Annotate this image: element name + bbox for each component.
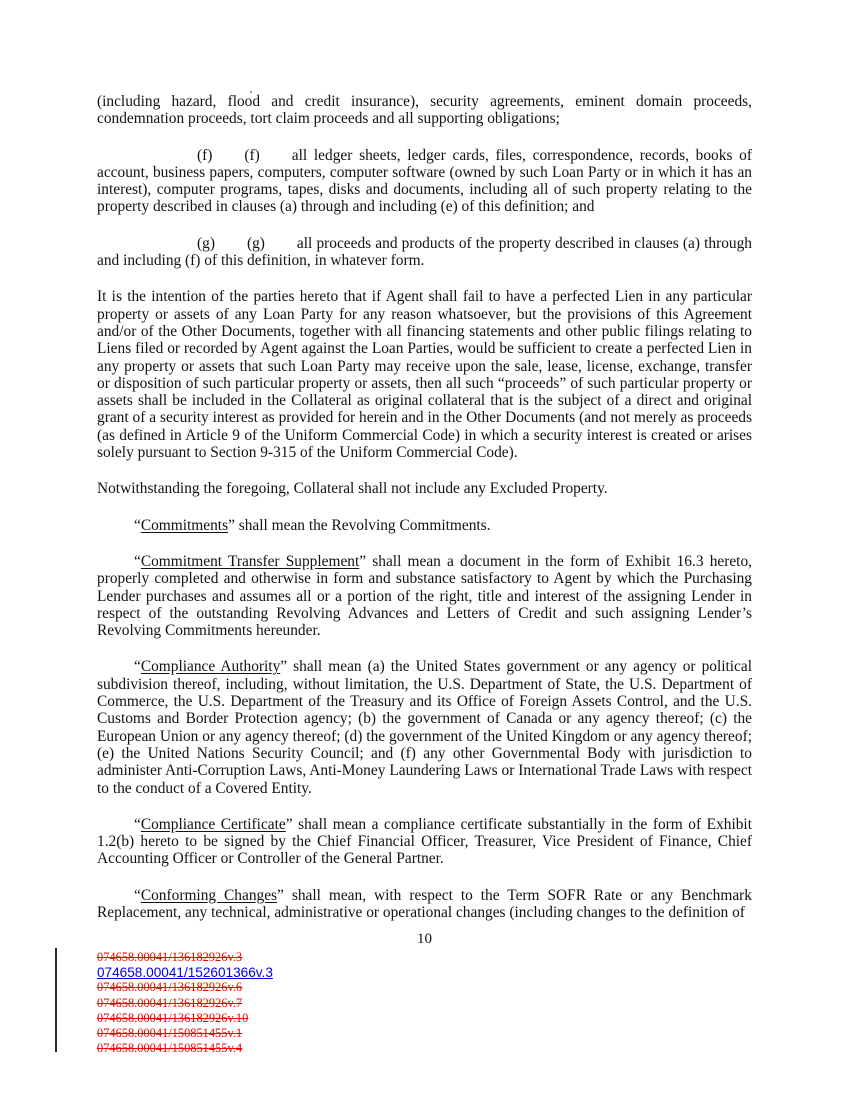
paragraph-text: It is the intention of the parties hereto that if Agent shall fail to have a perfected Lien in any particular property or assets of any Loan Party for any reason whatsoever, but the provisions of this Agreement and/or of the Other Documents, together with all financing statements and other public filings relating to Liens filed or recorded by Agent against the Loan Parties, would be sufficient to create a perfected Lien in any property or assets that such Loan Party may receive upon the sale, lease, license, exchange, transfer or disposition of such particular property or assets, then all such “proceeds” of such particular property or assets shall be included in the Collateral as original collateral that is the subject of a direct and original grant of a security interest as provided for herein and in the Other Documents (and not merely as proceeds (as defined in Article 9 of the Uniform Commercial Code) in which a security interest is created or arises solely pursuant to Section 9-315 of the Uniform Commercial Code). [97,288,752,462]
doc-stamp-deleted: 074658.00041/136182926v.3 [97,950,243,964]
doc-stamp-deleted: 074658.00041/136182926v.10 [97,1010,249,1025]
doc-stamp-deleted: 074658.00041/136182926v.7 [97,995,243,1010]
document-body [97,93,752,921]
clause-marker: (g) [197,234,215,252]
definition-text: ” shall mean the Revolving Commitments. [228,516,491,534]
clause-marker-repeat: (g) [246,234,265,252]
definition-text: ” shall mean a compliance certificate substantially in the form of Exhibit 1.2(b) hereto to be signed by the Chief Financial Officer, Treasurer, Vice President of Finance, Chief Accounting Officer or Controller of the General Partner. [97,815,752,868]
paragraph-notwithstanding [97,480,752,497]
doc-stamp-deleted: 074658.00041/150851455v.1 [97,1025,243,1040]
change-bar [55,948,57,1052]
clause-marker-repeat: (f) [244,146,260,164]
clause-text: all proceeds and products of the property described in clauses (a) through and including (f) of this definition, in whatever form. [97,234,752,270]
open-quote: “ [134,815,141,833]
paragraph-text: (including hazard, flood and credit insurance), security agreements, eminent domain proceeds, condemnation proceeds, tort claim proceeds and all supporting obligations; [97,93,752,128]
clause-text: all ledger sheets, ledger cards, files, correspondence, records, books of account, business papers, computers, computer software (owned by such Loan Party or in which it has an interest), computer programs, tapes, disks and documents, including all of such property relating to the property described in clauses (a) through and including (e) of this definition; and [97,146,752,216]
definition-compliance-certificate [97,816,752,868]
definition-text: ” shall mean, with respect to the Term SOFR Rate or any Benchmark Replacement, any technical, administrative or operational changes (including changes to the definition of [97,886,752,921]
definition-conforming-changes [97,887,752,922]
definition-commitments [97,517,752,534]
clause-f [97,147,752,216]
doc-stamps [97,950,273,1056]
defined-term: Conforming Changes [140,886,278,904]
clause-g [97,235,752,270]
doc-stamp-deleted: 074658.00041/136182926v.6 [97,980,243,995]
defined-term: Commitment Transfer Supplement [140,552,360,570]
paragraph-insurance-proceeds [97,93,752,128]
doc-stamp-inserted: 074658.00041/152601366v.3 [97,965,273,981]
defined-term: Commitments [140,516,229,534]
definition-compliance-authority [97,658,752,796]
defined-term: Compliance Authority [140,658,281,676]
open-quote: “ [134,658,141,676]
paragraph-text: Notwithstanding the foregoing, Collateral shall not include any Excluded Property. [97,480,608,498]
definition-text: ” shall mean a document in the form of Exhibit 16.3 hereto, properly completed and otherwise in form and substance satisfactory to Agent by which the Purchasing Lender purchases and assumes all or a portion of the right, title and interest of the assigning Lender in respect of the outstanding Revolving Advances and Letters of Credit and such assigning Lender’s Revolving Commitments hereunder. [97,552,752,640]
clause-marker: (f) [197,146,213,164]
page-number: 10 [417,931,432,947]
open-quote: “ [134,516,141,534]
open-quote: “ [134,552,141,570]
defined-term: Compliance Certificate [140,815,286,833]
paragraph-intention-of-parties [97,288,752,461]
open-quote: “ [134,886,141,904]
definition-commitment-transfer-supplement [97,553,752,639]
doc-stamp-deleted: 074658.00041/150851455v.4 [97,1041,243,1056]
definition-text: ” shall mean (a) the United States government or any agency or political subdivision thereof, including, without limitation, the U.S. Department of State, the U.S. Department of Commerce, the U.S. Department of the Treasury and its Office of Foreign Assets Control, and the U.S. Customs and Border Protection agency; (b) the government of Canada or any agency thereof; (c) the European Union or any agency thereof; (d) the government of the United Kingdom or any agency thereof; (e) the United Nations Security Council; and (f) any other Governmental Body with jurisdiction to administer Anti-Corruption Laws, Anti-Money Laundering Laws or International Trade Laws with respect to the conduct of a Covered Entity. [97,658,752,797]
